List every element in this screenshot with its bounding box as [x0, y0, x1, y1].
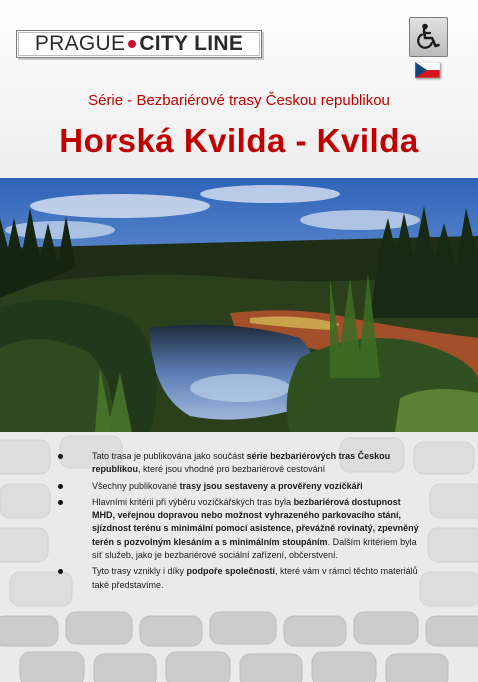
list-item: Všechny publikované trasy jsou sestaveny a prověřeny vozíčkáři: [56, 480, 426, 493]
bullet-icon: [58, 454, 63, 459]
wheelchair-accessibility-button[interactable]: [409, 17, 448, 57]
czech-flag-icon[interactable]: [415, 62, 440, 78]
series-subtitle: Série - Bezbariérové trasy Českou republikou: [88, 92, 390, 109]
logo-city-line: CITY LINE: [139, 32, 244, 55]
logo-prague: PRAGUE: [34, 32, 126, 55]
page-title: Horská Kvilda - Kvilda: [59, 122, 419, 159]
list-item: Hlavními kritérii při výběru vozíčkářských tras byla bezbariérová dostupnost MHD, veřejnou dopravou nebo možnost vyhrazeného parkovacího stání, sjízdnost terénu s minimální pomocí asistence, převážně rovinatý, zpevněný terén s pozvolným klesáním a s minimálním stoupáním. Dalším kritériem byla síť služeb, jako je bezbariérové sociální zařízení, občerstvení.: [56, 496, 426, 562]
bullet-icon: [58, 569, 63, 574]
list-item: Tato trasa je publikována jako součást série bezbariérových tras Českou republikou, které jsou vhodné pro bezbariérové cestování: [56, 450, 426, 477]
header: [0, 0, 478, 178]
info-bullet-list: [56, 450, 426, 595]
bullet-icon: [58, 484, 63, 489]
wheelchair-icon: [416, 23, 442, 51]
list-item: Tyto trasy vznikly i díky podpoře společnosti, které vám v rámci těchto materiálů také představíme.: [56, 565, 426, 592]
logo-text: [18, 32, 260, 56]
bullet-icon: [58, 500, 63, 505]
logo-dot-icon: [128, 40, 136, 48]
prague-city-line-logo[interactable]: [16, 30, 262, 58]
landscape-photo: [0, 178, 478, 432]
